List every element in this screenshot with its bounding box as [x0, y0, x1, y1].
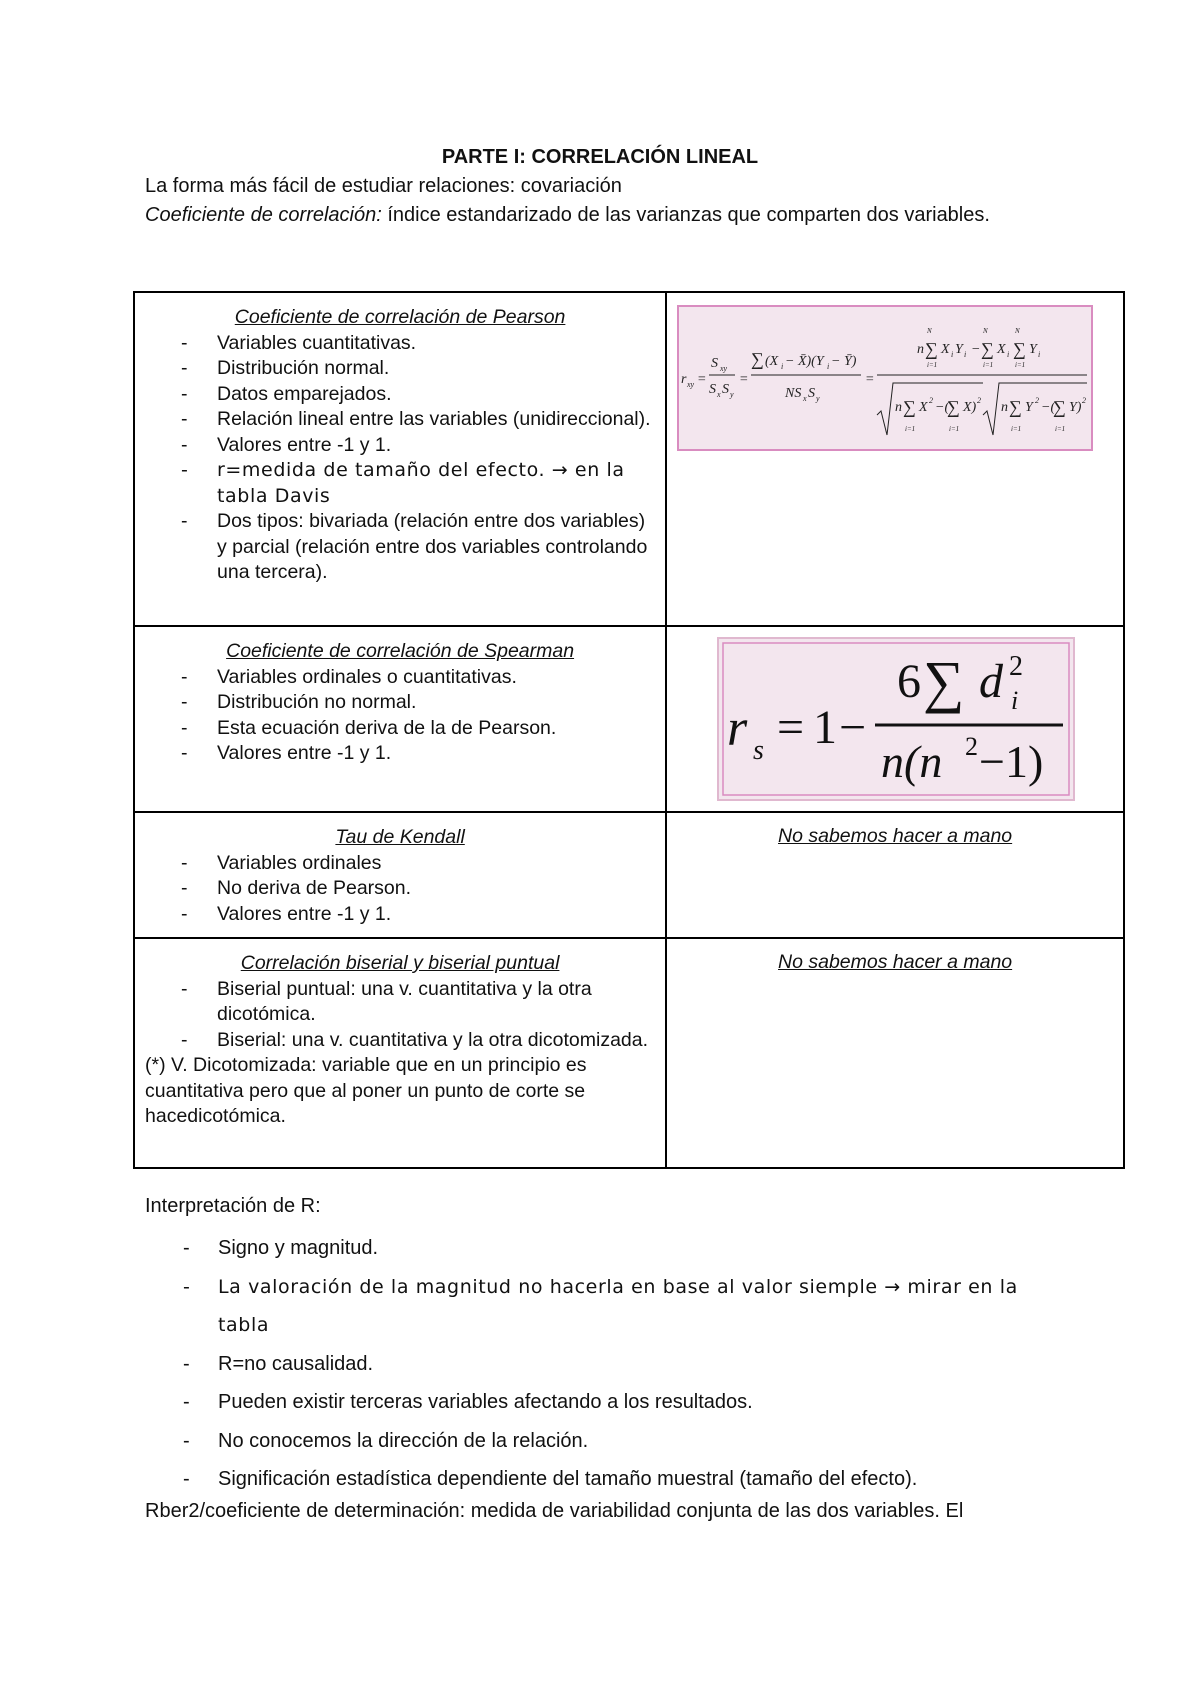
list-item: - Significación estadística dependiente del tamaño muestral (tamaño del efecto).: [145, 1460, 1075, 1499]
svg-text:− X̄)(Y: − X̄)(Y: [785, 354, 824, 369]
svg-text:S: S: [722, 382, 730, 397]
svg-text:Y: Y: [1029, 342, 1037, 357]
spearman-formula-graphic: [717, 637, 1075, 801]
spearman-formula-cell: [666, 626, 1124, 812]
svg-text:y: y: [730, 390, 734, 399]
svg-text:−(: −(: [1041, 400, 1056, 415]
svg-text:i: i: [827, 362, 830, 371]
svg-text:Y): Y): [1069, 400, 1082, 415]
table-row: [134, 626, 1124, 812]
pearson-heading: Coeficiente de correlación de Pearson: [234, 306, 566, 328]
spearman-list: [145, 665, 655, 767]
svg-text:i=1: i=1: [1011, 425, 1022, 433]
svg-text:∑: ∑: [925, 339, 939, 359]
intro-section: [145, 172, 1045, 230]
svg-text:N: N: [927, 327, 932, 335]
svg-text:2: 2: [1035, 396, 1040, 405]
svg-text:2: 2: [1082, 396, 1087, 405]
svg-text:xy: xy: [687, 380, 695, 389]
svg-text:∑: ∑: [1009, 397, 1023, 417]
svg-text:∑: ∑: [1053, 397, 1067, 417]
svg-text:xy: xy: [720, 364, 728, 373]
page-title: PARTE I: CORRELACIÓN LINEAL: [441, 146, 759, 168]
svg-text:=: =: [697, 372, 707, 387]
intro-line-2: [145, 201, 1045, 230]
list-item: - Distribución no normal.: [145, 690, 655, 716]
list-item: - Valores entre -1 y 1.: [145, 741, 655, 767]
pearson-list: [145, 331, 655, 586]
formula-lhs: r: [727, 700, 748, 757]
svg-text:X: X: [941, 342, 950, 357]
pearson-cell: [134, 292, 666, 626]
formula-minus: −: [839, 701, 867, 754]
svg-text:n: n: [917, 342, 925, 357]
svg-text:i: i: [964, 350, 967, 359]
intro-definition: índice estandarizado de las varianzas que comparten dos variables.: [381, 204, 990, 226]
list-item: - No conocemos la dirección de la relación.: [145, 1422, 1075, 1461]
list-item: - Valores entre -1 y 1.: [145, 902, 655, 928]
svg-text:2: 2: [929, 396, 934, 405]
svg-text:r: r: [681, 372, 687, 387]
list-item: - Signo y magnitud.: [145, 1229, 1075, 1268]
svg-text:X: X: [919, 400, 928, 415]
svg-text:∑: ∑: [1013, 339, 1027, 359]
biserial-cell: [134, 938, 666, 1168]
svg-text:i=1: i=1: [1055, 425, 1066, 433]
svg-text:− Ȳ): − Ȳ): [831, 354, 857, 369]
biserial-method-note: No sabemos hacer a mano: [778, 951, 1013, 973]
kendall-method-note: No sabemos hacer a mano: [778, 825, 1013, 847]
svg-text:(X: (X: [765, 354, 779, 369]
svg-text:Y: Y: [1025, 400, 1033, 415]
svg-text:∑: ∑: [947, 397, 961, 417]
kendall-method-cell: [666, 812, 1124, 938]
svg-text:S: S: [709, 382, 717, 397]
list-item: - Valores entre -1 y 1.: [145, 433, 655, 459]
list-item: - Variables ordinales: [145, 851, 655, 877]
spearman-cell: [134, 626, 666, 812]
svg-text:−(: −(: [935, 400, 950, 415]
table-row: [134, 938, 1124, 1168]
determination-paragraph: Rber2/coeficiente de determinación: medida de variabilidad conjunta de las dos variables. El: [145, 1500, 964, 1522]
list-item: - R=no causalidad.: [145, 1345, 1075, 1384]
svg-text:n: n: [895, 400, 903, 415]
svg-text:i=1: i=1: [983, 361, 994, 369]
list-item: - Biserial puntual: una v. cuantitativa y la otra dicotómica.: [145, 977, 655, 1028]
svg-text:X): X): [963, 400, 977, 415]
svg-text:x: x: [717, 390, 721, 399]
svg-text:i: i: [1007, 350, 1010, 359]
pearson-formula-graphic: [677, 305, 1093, 451]
svg-text:S: S: [711, 356, 719, 371]
svg-text:y: y: [816, 394, 820, 403]
formula-one: 1: [813, 701, 838, 754]
svg-text:NS: NS: [785, 386, 802, 401]
pearson-formula-image: [677, 305, 1123, 456]
list-item: - Dos tipos: bivariada (relación entre dos variables) y parcial (relación entre dos variables controlando una tercera).: [145, 509, 655, 586]
svg-text:=: =: [739, 372, 749, 387]
intro-line-1: La forma más fácil de estudiar relaciones: covariación: [145, 175, 622, 197]
svg-text:i: i: [781, 362, 784, 371]
table-row: [134, 812, 1124, 938]
svg-text:X: X: [997, 342, 1006, 357]
biserial-list: [145, 977, 655, 1054]
pearson-formula-cell: [666, 292, 1124, 626]
interpretation-list: [145, 1229, 1075, 1499]
formula-six: 6: [897, 655, 922, 708]
svg-text:N: N: [983, 327, 988, 335]
formula-d-sup: 2: [1009, 651, 1024, 682]
svg-text:i=1: i=1: [1015, 361, 1026, 369]
formula-den-sup: 2: [965, 732, 979, 761]
svg-text:=: =: [865, 372, 875, 387]
spearman-heading: Coeficiente de correlación de Spearman: [226, 640, 575, 662]
list-item: - Variables cuantitativas.: [145, 331, 655, 357]
svg-text:∑: ∑: [903, 397, 917, 417]
biserial-heading: Correlación biserial y biserial puntual: [240, 952, 560, 974]
formula-d-sub: i: [1011, 686, 1019, 715]
svg-text:i=1: i=1: [949, 425, 960, 433]
svg-text:x: x: [803, 394, 807, 403]
correlation-table: [133, 291, 1125, 1169]
interpretation-heading: Interpretación de R:: [145, 1195, 321, 1217]
formula-denominator: n(n: [881, 736, 943, 787]
svg-text:N: N: [1015, 327, 1020, 335]
svg-text:∑: ∑: [981, 339, 995, 359]
svg-text:−: −: [971, 342, 981, 357]
kendall-heading: Tau de Kendall: [335, 826, 465, 848]
list-item: - Relación lineal entre las variables (unidireccional).: [145, 407, 655, 433]
list-item: - Pueden existir terceras variables afectando a los resultados.: [145, 1383, 1075, 1422]
formula-sigma: ∑: [923, 649, 965, 714]
list-item: - Biserial: una v. cuantitativa y la otra dicotomizada.: [145, 1028, 655, 1054]
biserial-method-cell: [666, 938, 1124, 1168]
list-item: - r=medida de tamaño del efecto. → en la tabla Davis: [145, 458, 655, 509]
formula-d: d: [979, 655, 1004, 708]
formula-den-rest: −1): [979, 736, 1044, 787]
svg-text:∑: ∑: [751, 349, 765, 369]
intro-term: Coeficiente de correlación:: [145, 204, 382, 226]
interpretation-section: [145, 1192, 1075, 1499]
formula-equals: =: [777, 701, 805, 754]
svg-text:i=1: i=1: [905, 425, 916, 433]
list-item: - La valoración de la magnitud no hacerla en base al valor siemple → mirar en la tabla: [145, 1268, 1075, 1345]
biserial-footnote: (*) V. Dicotomizada: variable que en un principio es cuantitativa pero que al poner un punto de corte se hacedicotómica.: [145, 1054, 587, 1127]
formula-lhs-sub: s: [753, 735, 765, 766]
svg-text:i: i: [1038, 350, 1041, 359]
svg-text:i=1: i=1: [927, 361, 938, 369]
kendall-cell: [134, 812, 666, 938]
kendall-list: [145, 851, 655, 928]
spearman-formula-image: [717, 637, 1123, 806]
list-item: - Variables ordinales o cuantitativas.: [145, 665, 655, 691]
svg-text:i: i: [951, 350, 954, 359]
table-row: [134, 292, 1124, 626]
list-item: - Datos emparejados.: [145, 382, 655, 408]
svg-text:n: n: [1001, 400, 1009, 415]
svg-text:S: S: [808, 386, 816, 401]
svg-text:Y: Y: [955, 342, 963, 357]
list-item: - Esta ecuación deriva de la de Pearson.: [145, 716, 655, 742]
svg-text:2: 2: [977, 396, 982, 405]
list-item: - No deriva de Pearson.: [145, 876, 655, 902]
list-item: - Distribución normal.: [145, 356, 655, 382]
